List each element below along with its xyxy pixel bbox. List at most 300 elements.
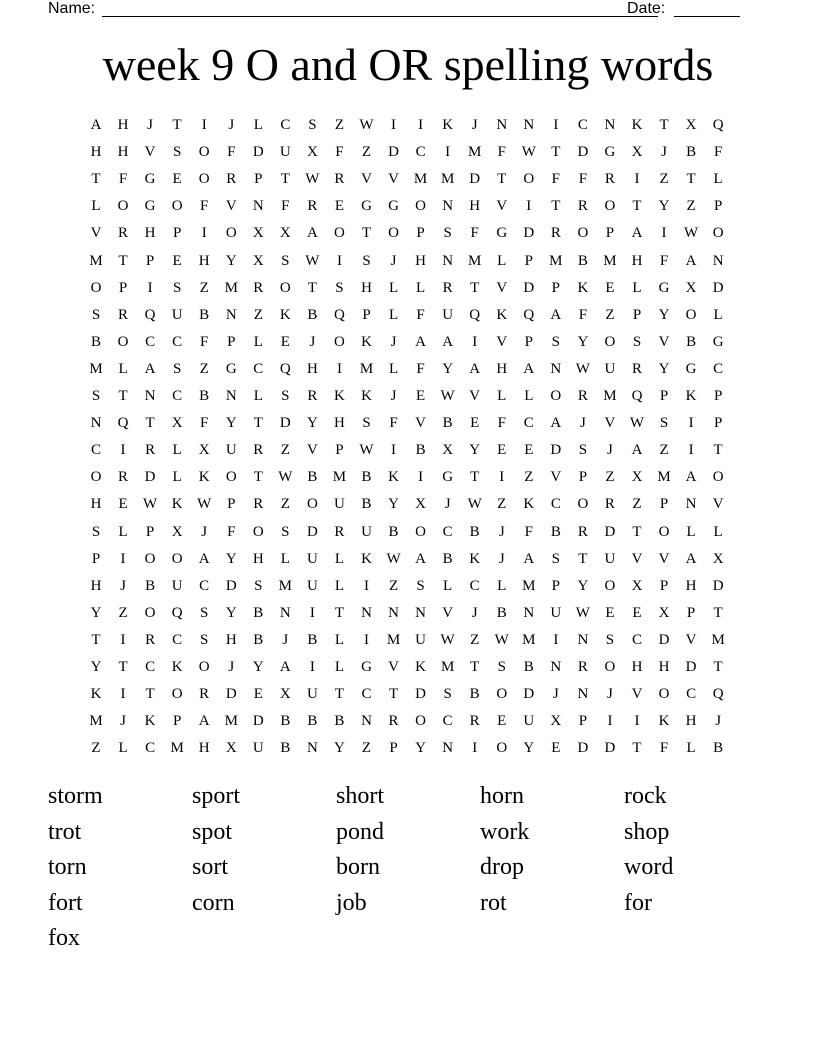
grid-letter: N xyxy=(225,306,237,323)
grid-letter: J xyxy=(309,333,316,350)
word-list-item: for xyxy=(624,889,652,916)
grid-letter: O xyxy=(90,469,102,486)
grid-letter: J xyxy=(147,117,154,133)
word-list-item: born xyxy=(336,854,380,880)
word-list-item: pond xyxy=(336,818,384,845)
grid-letter: K xyxy=(658,713,670,730)
grid-letter: L xyxy=(497,577,507,594)
grid-letter: R xyxy=(118,469,129,486)
grid-letter: K xyxy=(279,306,291,323)
grid-letter: O xyxy=(279,279,291,296)
grid-letter: N xyxy=(523,117,535,133)
grid-letter: P xyxy=(686,604,696,621)
grid-letter: N xyxy=(225,388,237,404)
grid-letter: S xyxy=(551,333,561,350)
grid-letter: M xyxy=(440,659,455,675)
grid-letter: B xyxy=(280,713,291,730)
grid-letter: Z xyxy=(199,279,209,296)
grid-letter: O xyxy=(415,713,427,730)
grid-letter: N xyxy=(577,686,589,703)
grid-letter: W xyxy=(197,496,212,513)
grid-letter: D xyxy=(388,144,399,161)
grid-letter: S xyxy=(200,604,209,621)
grid-letter: X xyxy=(685,117,697,133)
grid-letter: H xyxy=(252,550,264,567)
grid-letter: X xyxy=(658,604,670,621)
grid-letter: C xyxy=(713,360,724,377)
grid-letter: L xyxy=(253,117,263,133)
grid-letter: P xyxy=(551,577,561,594)
grid-letter: O xyxy=(144,550,156,567)
grid-letter: Y xyxy=(90,604,102,621)
grid-letter: M xyxy=(224,713,238,730)
grid-letter: H xyxy=(90,144,102,161)
grid-letter: D xyxy=(279,415,291,432)
grid-letter: Y xyxy=(469,442,481,459)
grid-letter: Y xyxy=(577,333,589,350)
grid-letter: Q xyxy=(279,360,291,377)
grid-letter: L xyxy=(713,523,723,540)
grid-letter: I xyxy=(634,171,640,188)
grid-letter: P xyxy=(578,713,588,730)
word-list-item: rock xyxy=(624,783,667,809)
grid-letter: F xyxy=(713,144,723,161)
grid-letter: R xyxy=(253,279,264,296)
grid-letter: O xyxy=(712,469,724,486)
grid-letter: T xyxy=(551,198,561,215)
grid-letter: P xyxy=(227,333,236,350)
grid-letter: R xyxy=(145,442,156,459)
grid-letter: S xyxy=(443,225,452,242)
grid-letter: F xyxy=(227,144,236,161)
grid-letter: T xyxy=(334,604,345,621)
grid-letter: N xyxy=(550,659,562,675)
grid-letter: O xyxy=(604,659,616,675)
grid-letter: W xyxy=(521,144,536,161)
grid-letter: Q xyxy=(469,306,481,323)
grid-letter: K xyxy=(388,469,399,486)
grid-letter: C xyxy=(172,333,183,350)
grid-letter: L xyxy=(713,171,723,188)
grid-letter: C xyxy=(442,713,453,730)
grid-letter: Z xyxy=(280,496,290,513)
grid-letter: M xyxy=(413,171,428,188)
grid-letter: S xyxy=(443,686,452,703)
grid-letter: X xyxy=(415,496,427,513)
grid-letter: C xyxy=(145,659,156,675)
grid-letter: B xyxy=(307,713,318,730)
grid-letter: K xyxy=(171,659,183,675)
grid-letter: U xyxy=(604,550,616,567)
grid-letter: W xyxy=(494,631,509,648)
grid-letter: H xyxy=(469,198,481,215)
grid-letter: C xyxy=(442,523,453,540)
grid-letter: T xyxy=(280,171,290,188)
grid-letter: N xyxy=(604,117,616,133)
grid-letter: O xyxy=(658,686,670,703)
grid-letter: L xyxy=(91,198,101,215)
grid-letter: I xyxy=(526,198,532,215)
grid-letter: I xyxy=(688,415,694,432)
grid-letter: H xyxy=(685,577,697,594)
grid-letter: I xyxy=(336,360,342,377)
grid-letter: F xyxy=(200,198,209,215)
grid-letter: V xyxy=(388,171,399,188)
grid-letter: A xyxy=(306,225,318,242)
grid-letter: O xyxy=(496,686,508,703)
grid-letter: W xyxy=(440,631,455,648)
grid-letter: U xyxy=(279,144,291,161)
grid-letter: S xyxy=(172,144,182,161)
grid-letter: M xyxy=(89,713,103,730)
grid-letter: R xyxy=(199,686,210,703)
grid-letter: Y xyxy=(658,198,670,215)
grid-letter: O xyxy=(90,279,102,296)
grid-letter: I xyxy=(201,117,207,133)
grid-letter: T xyxy=(91,171,101,188)
word-list-item: torn xyxy=(48,854,87,880)
grid-letter: S xyxy=(605,631,615,648)
grid-letter: G xyxy=(496,225,508,242)
grid-letter: V xyxy=(442,604,454,621)
grid-letter: C xyxy=(199,577,210,594)
grid-letter: K xyxy=(90,686,102,703)
grid-letter: K xyxy=(496,306,508,323)
grid-letter: U xyxy=(442,306,454,323)
grid-letter: I xyxy=(634,713,640,730)
grid-letter: O xyxy=(198,144,210,161)
grid-letter: Z xyxy=(605,306,615,323)
grid-letter: Y xyxy=(658,306,670,323)
grid-letter: A xyxy=(685,469,697,486)
grid-letter: Y xyxy=(306,415,318,432)
grid-letter: U xyxy=(171,577,183,594)
grid-letter: V xyxy=(604,415,616,432)
grid-letter: G xyxy=(604,144,616,161)
grid-letter: Y xyxy=(577,577,589,594)
grid-letter: A xyxy=(442,333,454,350)
grid-letter: H xyxy=(90,577,102,594)
grid-letter: Z xyxy=(199,360,209,377)
grid-letter: D xyxy=(252,144,264,161)
grid-letter: D xyxy=(144,469,156,486)
grid-letter: Y xyxy=(225,415,237,432)
grid-letter: E xyxy=(497,442,507,459)
word-list-item: sort xyxy=(192,854,228,880)
grid-letter: H xyxy=(198,740,210,757)
grid-letter: F xyxy=(118,171,128,188)
grid-letter: R xyxy=(550,225,561,242)
grid-letter: I xyxy=(147,279,153,296)
grid-letter: G xyxy=(658,279,670,296)
grid-letter: X xyxy=(279,686,291,703)
grid-letter: B xyxy=(307,469,318,486)
grid-letter: V xyxy=(685,631,697,648)
grid-letter: I xyxy=(688,442,694,459)
grid-letter: E xyxy=(470,415,480,432)
grid-letter: H xyxy=(631,659,643,675)
grid-letter: G xyxy=(388,198,399,215)
grid-letter: S xyxy=(91,306,101,323)
grid-letter: S xyxy=(254,577,263,594)
grid-letter: F xyxy=(389,415,398,432)
grid-letter: D xyxy=(604,740,616,757)
grid-letter: T xyxy=(334,686,345,703)
grid-letter: P xyxy=(145,252,155,269)
grid-letter: J xyxy=(607,442,613,459)
grid-letter: B xyxy=(442,415,453,432)
grid-letter: O xyxy=(685,306,697,323)
grid-letter: F xyxy=(497,415,506,432)
grid-letter: J xyxy=(715,713,722,730)
word-list-item: shop xyxy=(624,818,670,845)
grid-letter: Q xyxy=(523,306,535,323)
grid-letter: S xyxy=(659,415,669,432)
grid-letter: G xyxy=(712,333,724,350)
grid-letter: O xyxy=(415,523,427,540)
grid-letter: F xyxy=(470,225,479,242)
grid-letter: B xyxy=(361,496,372,513)
page-title: week 9 O and OR spelling words xyxy=(102,39,714,90)
grid-letter: S xyxy=(362,415,371,432)
grid-letter: O xyxy=(171,686,183,703)
grid-letter: X xyxy=(252,252,264,269)
grid-letter: J xyxy=(444,496,451,513)
grid-letter: S xyxy=(281,252,290,269)
grid-letter: Y xyxy=(252,659,264,675)
grid-letter: Z xyxy=(253,306,263,323)
grid-letter: O xyxy=(171,550,183,567)
grid-letter: W xyxy=(386,550,401,567)
word-list-item: horn xyxy=(480,783,524,809)
grid-letter: H xyxy=(90,496,102,513)
grid-letter: S xyxy=(416,577,425,594)
grid-letter: G xyxy=(361,198,372,215)
grid-letter: Z xyxy=(388,577,399,594)
grid-letter: E xyxy=(497,713,507,730)
grid-letter: R xyxy=(307,388,318,404)
grid-letter: L xyxy=(253,388,263,404)
grid-letter: B xyxy=(577,252,588,269)
grid-letter: B xyxy=(253,631,264,648)
grid-letter: L xyxy=(686,740,696,757)
grid-letter: O xyxy=(658,523,670,540)
grid-letter: H xyxy=(225,631,237,648)
grid-letter: L xyxy=(497,252,507,269)
grid-letter: P xyxy=(172,225,182,242)
grid-letter: K xyxy=(198,469,210,486)
grid-letter: V xyxy=(658,550,670,567)
grid-letter: K xyxy=(469,550,481,567)
grid-letter: P xyxy=(416,225,425,242)
grid-letter: D xyxy=(577,740,589,757)
grid-letter: B xyxy=(253,604,264,621)
grid-letter: Z xyxy=(470,631,480,648)
grid-letter: H xyxy=(198,252,210,269)
grid-letter: N xyxy=(550,360,562,377)
grid-letter: H xyxy=(306,360,318,377)
grid-letter: Z xyxy=(659,171,669,188)
grid-letter: X xyxy=(171,523,183,540)
grid-letter: Y xyxy=(442,360,454,377)
grid-letter: D xyxy=(523,279,535,296)
grid-letter: Z xyxy=(605,469,615,486)
grid-letter: U xyxy=(415,631,427,648)
grid-letter: C xyxy=(172,388,183,404)
grid-letter: F xyxy=(497,144,506,161)
grid-letter: T xyxy=(253,469,263,486)
grid-letter: C xyxy=(172,631,183,648)
grid-letter: U xyxy=(523,713,535,730)
grid-letter: Y xyxy=(225,550,237,567)
grid-letter: J xyxy=(390,333,397,350)
grid-letter: T xyxy=(307,279,317,296)
grid-letter: Z xyxy=(91,740,101,757)
grid-letter: W xyxy=(684,225,699,242)
grid-letter: T xyxy=(713,659,723,675)
grid-letter: P xyxy=(172,713,182,730)
grid-letter: H xyxy=(685,713,697,730)
grid-letter: P xyxy=(632,306,642,323)
grid-letter: N xyxy=(388,604,399,621)
grid-letter: K xyxy=(361,333,372,350)
grid-letter: A xyxy=(631,442,643,459)
grid-letter: O xyxy=(117,198,129,215)
grid-letter: R xyxy=(118,306,129,323)
grid-letter: X xyxy=(442,442,454,459)
word-list-item: short xyxy=(336,783,384,809)
grid-letter: N xyxy=(90,415,102,432)
grid-letter: Z xyxy=(118,604,128,621)
grid-letter: R xyxy=(577,388,588,404)
grid-letter: P xyxy=(227,496,236,513)
grid-letter: V xyxy=(415,415,427,432)
grid-letter: P xyxy=(254,171,263,188)
grid-letter: T xyxy=(578,550,588,567)
grid-letter: V xyxy=(550,469,562,486)
grid-letter: V xyxy=(225,198,237,215)
grid-letter: H xyxy=(334,415,345,432)
grid-letter: S xyxy=(281,523,290,540)
grid-letter: L xyxy=(280,550,290,567)
grid-letter: A xyxy=(685,550,697,567)
grid-letter: T xyxy=(118,659,128,675)
grid-letter: B xyxy=(442,550,453,567)
grid-letter: U xyxy=(604,360,616,377)
grid-letter: D xyxy=(550,442,562,459)
word-list-item: word xyxy=(624,854,674,880)
grid-letter: T xyxy=(145,686,155,703)
grid-letter: A xyxy=(279,659,291,675)
grid-letter: W xyxy=(467,496,482,513)
grid-letter: R xyxy=(307,198,318,215)
grid-letter: X xyxy=(631,144,643,161)
grid-letter: T xyxy=(632,198,642,215)
grid-letter: L xyxy=(172,469,182,486)
grid-letter: M xyxy=(224,279,238,296)
grid-letter: S xyxy=(91,523,101,540)
grid-letter: S xyxy=(578,442,588,459)
grid-letter: L xyxy=(334,631,345,648)
grid-letter: R xyxy=(631,360,642,377)
grid-letter: O xyxy=(712,225,724,242)
grid-letter: R xyxy=(145,631,156,648)
grid-letter: T xyxy=(361,225,372,242)
grid-letter: F xyxy=(335,144,344,161)
grid-letter: R xyxy=(604,496,615,513)
grid-letter: B xyxy=(199,388,210,404)
grid-letter: U xyxy=(550,604,562,621)
grid-letter: P xyxy=(605,225,615,242)
grid-letter: B xyxy=(280,740,291,757)
grid-letter: S xyxy=(200,631,209,648)
grid-letter: S xyxy=(308,117,317,133)
grid-letter: F xyxy=(200,333,209,350)
grid-letter: F xyxy=(524,523,533,540)
word-list-item: corn xyxy=(192,889,235,916)
grid-letter: I xyxy=(201,225,207,242)
grid-letter: Q xyxy=(712,117,724,133)
grid-letter: T xyxy=(388,686,399,703)
grid-letter: U xyxy=(306,550,318,567)
grid-letter: J xyxy=(552,686,559,703)
word-list-item: fox xyxy=(48,925,80,951)
grid-letter: V xyxy=(496,198,508,215)
grid-letter: N xyxy=(577,631,589,648)
grid-letter: Y xyxy=(90,659,102,675)
grid-letter: L xyxy=(388,279,399,296)
grid-letter: K xyxy=(523,496,535,513)
grid-letter: L xyxy=(334,577,345,594)
grid-letter: T xyxy=(713,442,723,459)
grid-letter: T xyxy=(91,631,101,648)
grid-letter: J xyxy=(390,252,397,269)
grid-letter: D xyxy=(225,686,237,703)
grid-letter: I xyxy=(120,442,126,459)
grid-letter: R xyxy=(577,659,588,675)
grid-letter: E xyxy=(524,442,534,459)
grid-letter: I xyxy=(499,469,505,486)
grid-letter: N xyxy=(361,604,372,621)
grid-letter: M xyxy=(657,469,671,486)
grid-letter: V xyxy=(496,333,508,350)
grid-letter: D xyxy=(469,171,481,188)
grid-letter: T xyxy=(470,659,480,675)
grid-letter: V xyxy=(469,388,481,404)
grid-letter: P xyxy=(551,279,561,296)
grid-letter: A xyxy=(523,550,535,567)
grid-letter: I xyxy=(553,117,559,133)
grid-letter: O xyxy=(198,171,210,188)
grid-letter: Y xyxy=(225,252,237,269)
grid-letter: P xyxy=(362,306,371,323)
grid-letter: D xyxy=(577,144,589,161)
grid-letter: M xyxy=(89,252,103,269)
grid-letter: U xyxy=(361,523,372,540)
grid-letter: K xyxy=(334,388,345,404)
grid-letter: A xyxy=(685,252,697,269)
grid-letter: B xyxy=(361,469,372,486)
grid-letter: X xyxy=(631,577,643,594)
grid-letter: G xyxy=(225,360,237,377)
grid-letter: E xyxy=(280,333,290,350)
grid-letter: Y xyxy=(225,604,237,621)
grid-letter: W xyxy=(575,604,590,621)
grid-letter: J xyxy=(498,550,505,567)
grid-letter: F xyxy=(659,252,669,269)
grid-letter: G xyxy=(685,360,697,377)
grid-letter: X xyxy=(171,415,183,432)
